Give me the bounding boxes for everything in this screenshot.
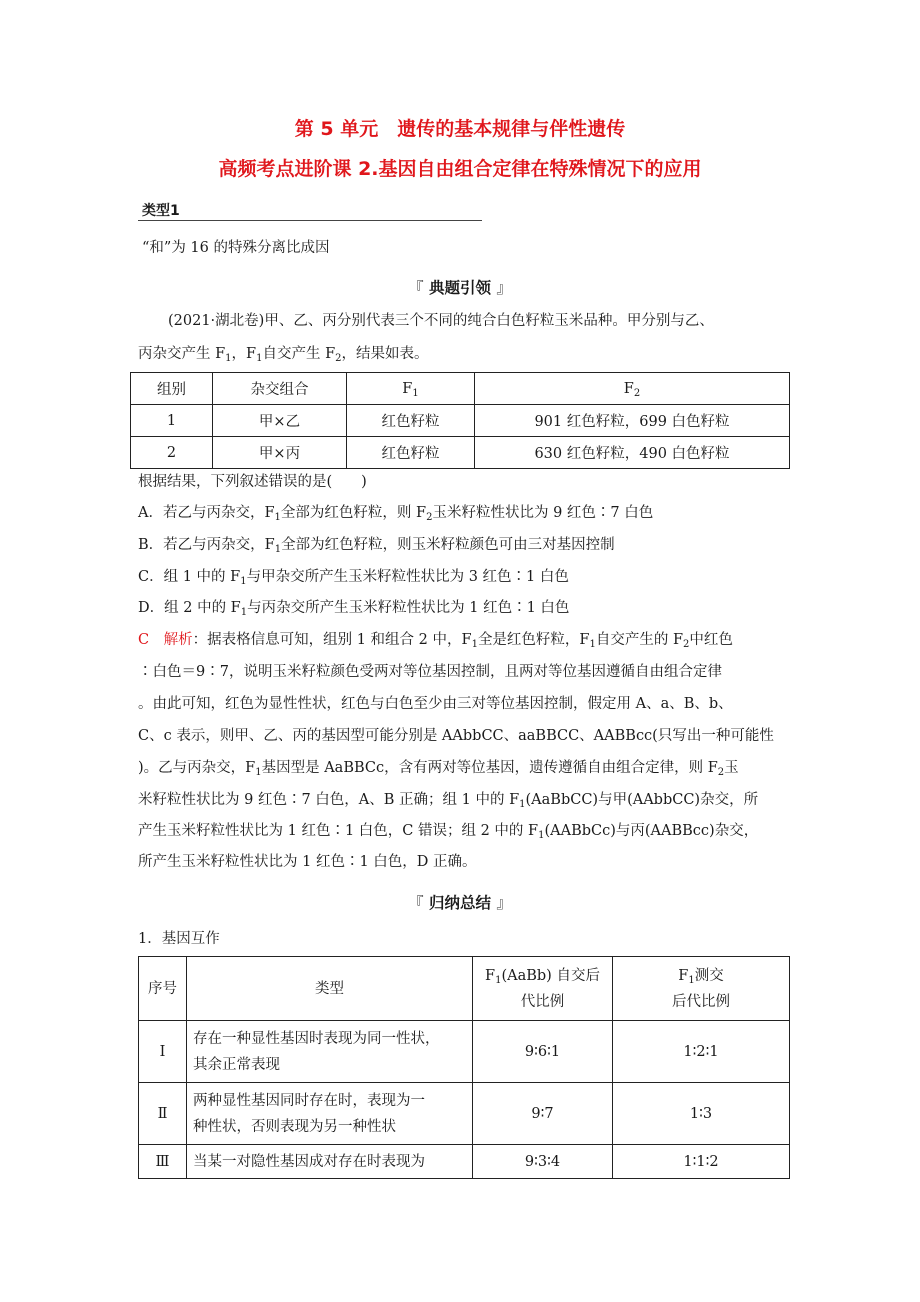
answer-line7: 产生玉米籽粒性状比为 1 红色∶1 白色，C 错误；组 2 中的 $F_1(AABbCc)$与丙(AABBcc)杂交， [138,823,759,841]
cell: 630 红色籽粒，490 白色籽粒 [475,437,790,469]
section-heading-example [0,276,920,298]
type-tag: 类型1 [142,203,180,219]
cell: 甲×丙 [213,437,347,469]
row-type: 存在一种显性基因时表现为同一性状， 其余正常表现 [187,1021,473,1083]
cell: 2 [131,437,213,469]
header-group: 组别 [131,373,213,405]
question-stem-line1: (2021·湖北卷)甲、乙、丙分别代表三个不同的纯合白色籽粒玉米品种。甲分别与乙、 [168,313,714,329]
gene-interaction-table [138,956,790,1179]
table-header-row [131,373,790,405]
answer-line2: ∶白色＝9∶7，说明玉米籽粒颜色受两对等位基因控制，且两对等位基因遵循自由组合定律 [138,664,722,680]
table-row [139,1083,790,1145]
answer-line3: 。由此可知，红色为显性性状，红色与白色至少由三对等位基因控制，假定用 A、a、B、b、 [138,696,733,712]
row-test-ratio: 1∶1∶2 [613,1145,790,1179]
analysis-label: 解析 [163,632,193,648]
cell: 1 [131,405,213,437]
option-d: D．组 2 中的 $F_1$与丙杂交所产生玉米籽粒性状比为 1 红色∶1 白色 [138,600,570,618]
header-no: 序号 [139,957,187,1021]
table-row [139,1145,790,1179]
type-divider [138,220,482,221]
cell: 901 红色籽粒，699 白色籽粒 [475,405,790,437]
type-description: “和”为 16 的特殊分离比成因 [142,240,330,256]
bracket-close: 』 [496,279,512,297]
cell: 红色籽粒 [347,437,475,469]
row-no: Ⅱ [139,1083,187,1145]
question-prompt: 根据结果，下列叙述错误的是( ) [138,474,367,490]
bracket-open: 『 [408,279,424,297]
header-cross: 杂交组合 [213,373,347,405]
question-stem-line2: 丙杂交产生 $F_1$，$F_1$自交产生 $F_2$，结果如表。 [138,346,429,364]
row-no: Ⅲ [139,1145,187,1179]
cell: 红色籽粒 [347,405,475,437]
row-f1-ratio: 9∶6∶1 [473,1021,613,1083]
answer-line1: C 解析：据表格信息可知，组别 1 和组合 2 中，$F_1$全是红色籽粒，$F_1$自交产生的 $F_2$中红色 [138,632,733,650]
answer-line5: )。乙与丙杂交，$F_1$基因型是 AaBBCc，含有两对等位基因，遗传遵循自由组合定律，则 $F_2$玉 [138,760,739,778]
bracket-open: 『 [408,894,424,912]
option-c: C．组 1 中的 $F_1$与甲杂交所产生玉米籽粒性状比为 3 红色∶1 白色 [138,569,569,587]
row-test-ratio: 1∶2∶1 [613,1021,790,1083]
results-table [130,372,790,469]
unit-title: 第 5 单元 遗传的基本规律与伴性遗传 [294,118,626,140]
row-no: Ⅰ [139,1021,187,1083]
header-f2: $F_2$ [475,373,790,405]
table-row [131,437,790,469]
row-f1-ratio: 9∶7 [473,1083,613,1145]
row-test-ratio: 1∶3 [613,1083,790,1145]
header-type: 类型 [187,957,473,1021]
table-row [131,405,790,437]
answer-line6: 米籽粒性状比为 9 红色∶7 白色，A、B 正确；组 1 中的 $F_1(AaBbCC)$与甲(AAbbCC)杂交，所 [138,792,759,810]
bracket-close: 』 [496,894,512,912]
table-header-row [139,957,790,1021]
header-selfcross: $F_1(AaBb)$ 自交后 代比例 [473,957,613,1021]
cell: 甲×乙 [213,405,347,437]
row-f1-ratio: 9∶3∶4 [473,1145,613,1179]
answer-line8: 所产生玉米籽粒性状比为 1 红色∶1 白色，D 正确。 [138,854,477,870]
header-testcross: $F_1$测交 后代比例 [613,957,790,1021]
option-a: A．若乙与丙杂交，$F_1$全部为红色籽粒，则 $F_2$玉米籽粒性状比为 9 红色∶7 白色 [138,505,654,523]
answer-letter: C [138,632,150,648]
section-heading-summary [0,891,920,913]
header-f1: $F_1$ [347,373,475,405]
table-row [139,1021,790,1083]
row-type: 当某一对隐性基因成对存在时表现为 [187,1145,473,1179]
row-type: 两种显性基因同时存在时，表现为一 种性状，否则表现为另一种性状 [187,1083,473,1145]
heading-text: 归纳总结 [428,894,491,912]
answer-line4: C、c 表示，则甲、乙、丙的基因型可能分别是 AAbbCC、aaBBCC、AABBcc(只写出一种可能性 [138,728,774,744]
summary-item-1: 1．基因互作 [138,931,220,947]
lesson-title: 高频考点进阶课 2.基因自由组合定律在特殊情况下的应用 [218,158,702,180]
heading-text: 典题引领 [428,279,491,297]
option-b: B．若乙与丙杂交，$F_1$全部为红色籽粒，则玉米籽粒颜色可由三对基因控制 [138,537,615,555]
